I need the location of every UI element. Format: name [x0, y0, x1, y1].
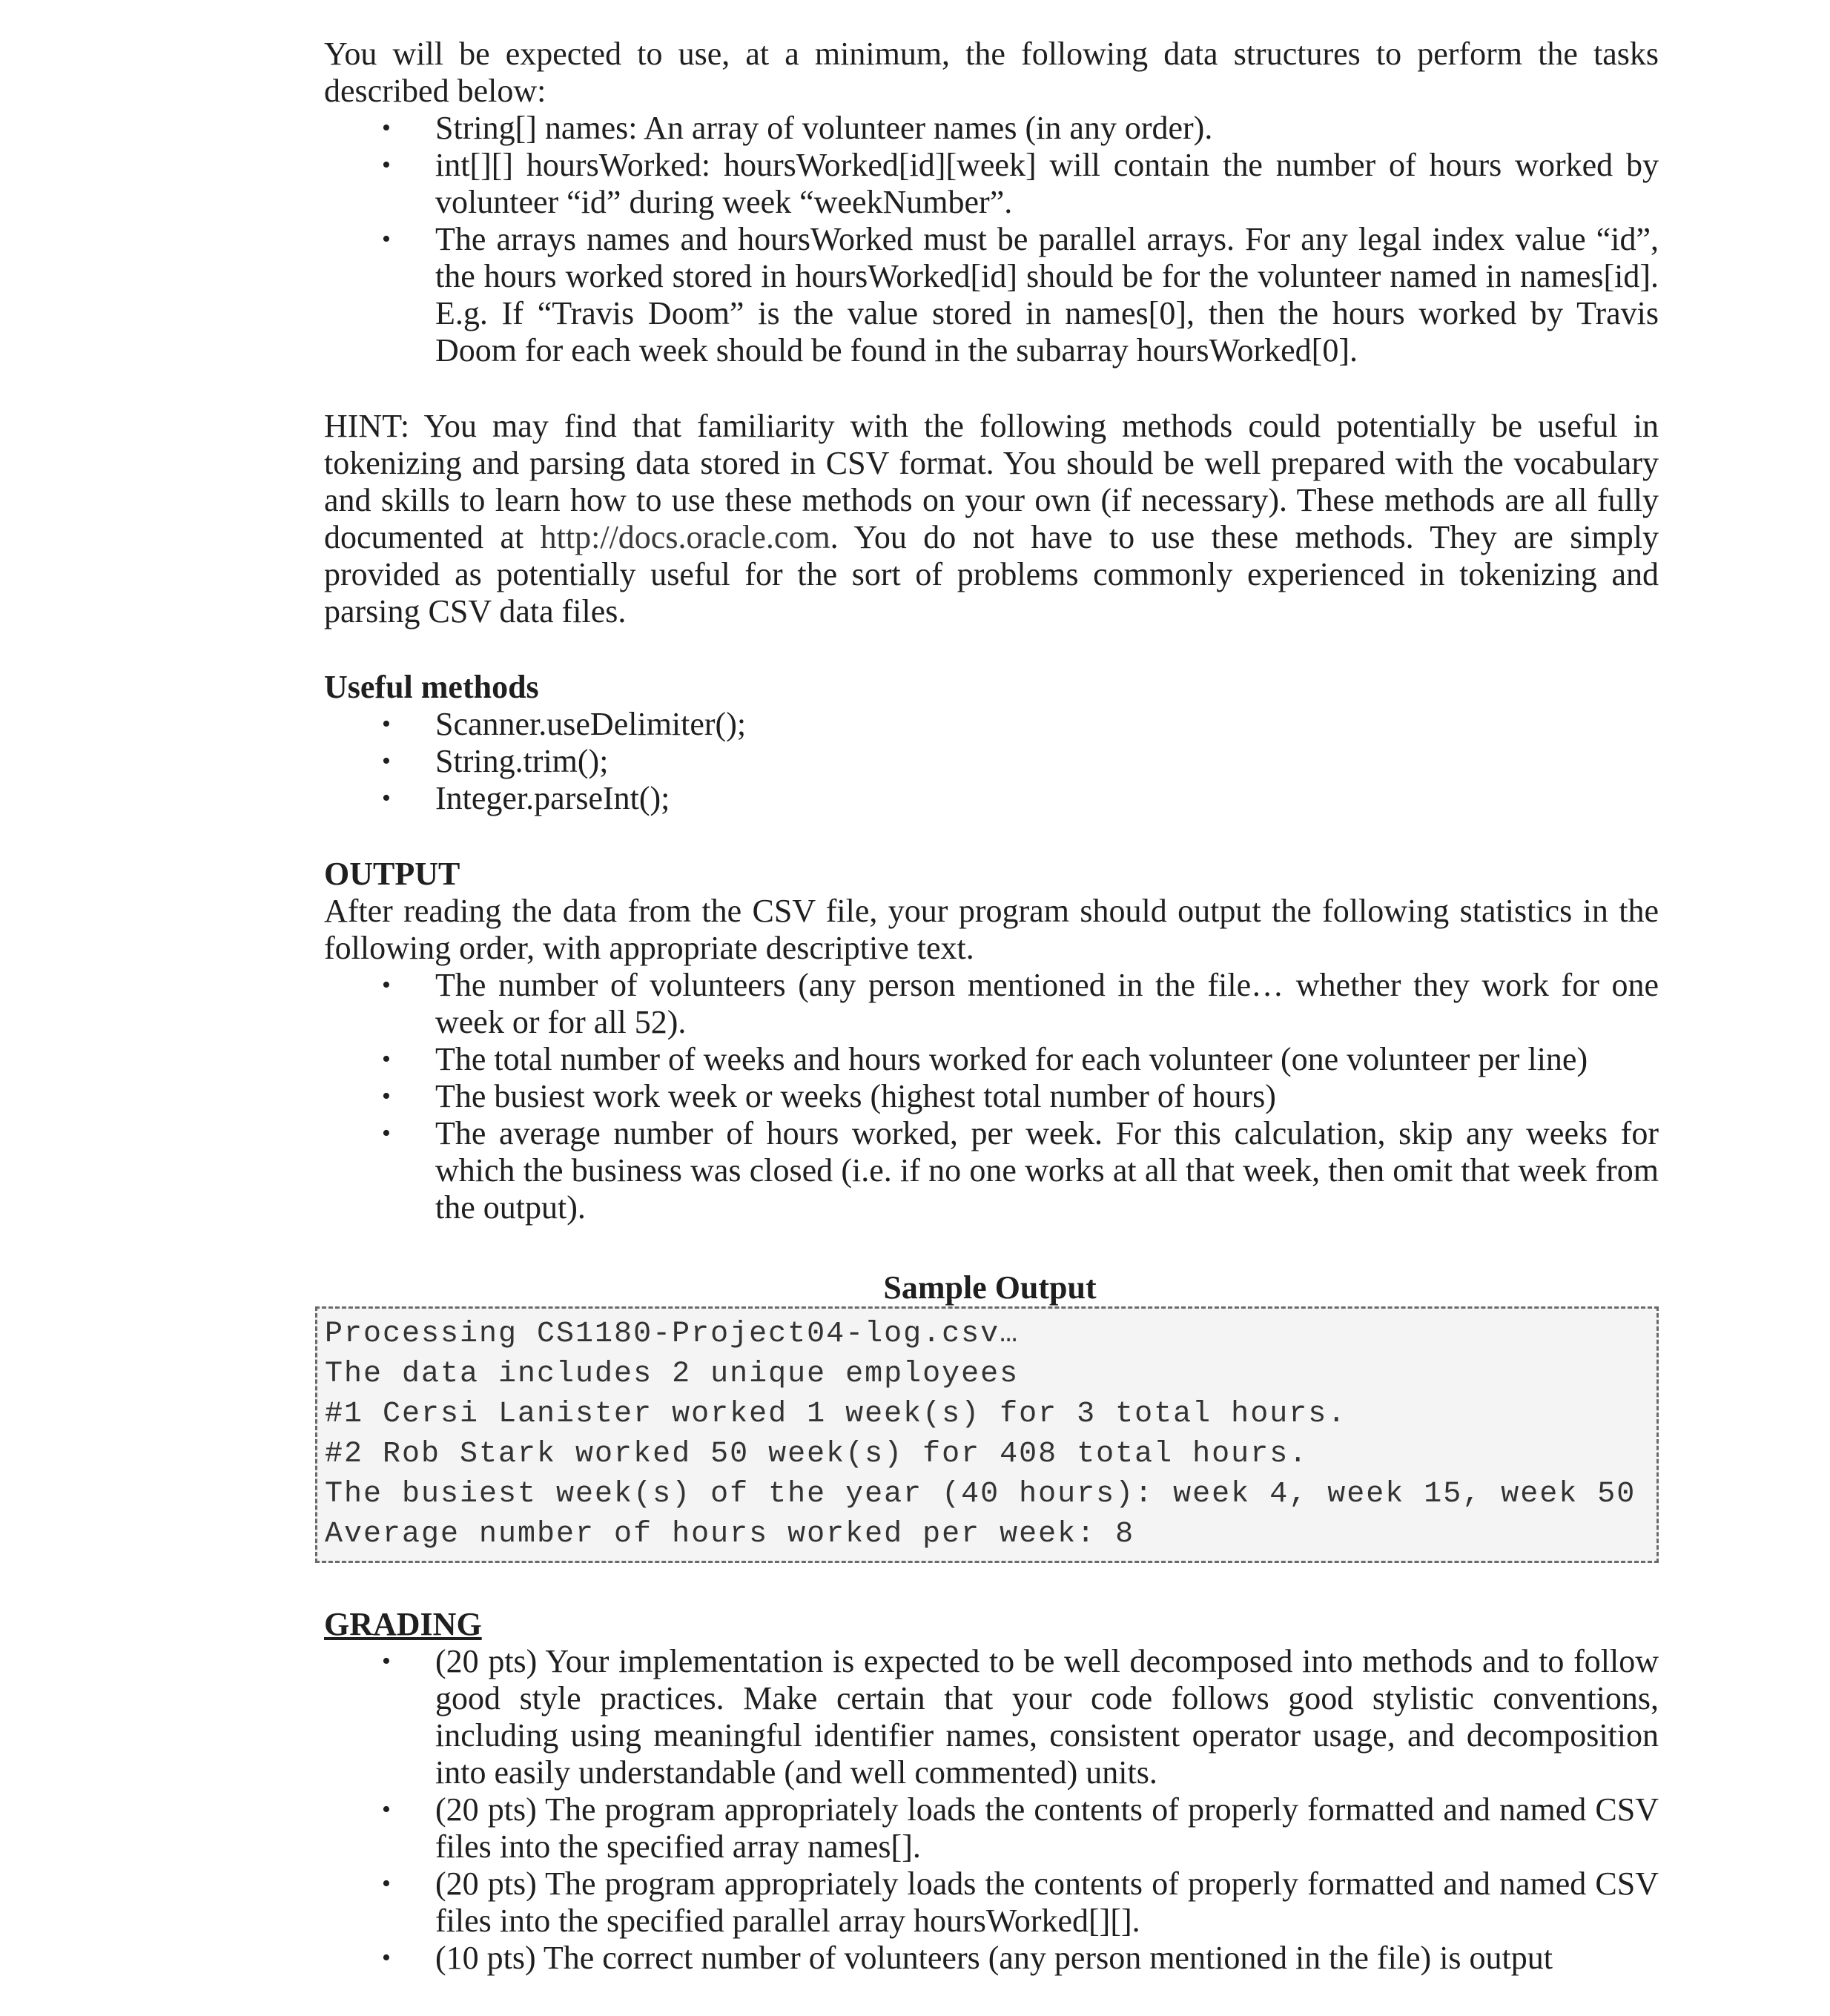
output-paragraph: After reading the data from the CSV file, your program should output the following statistics in the following order, with appropriate descriptive text. [324, 893, 1659, 966]
useful-methods-heading: Useful methods [324, 669, 539, 705]
sample-output-box [315, 1306, 1659, 1563]
grading-item-style: • (20 pts) Your implementation is expected to be well decomposed into methods and to follow good style practices. Make certain that your code follows good stylistic conventions, including using meaningful identifier names, consistent operator usage, and decomposition into easily understandable (and well commented) units. [324, 1643, 1659, 1791]
output-bullet-item: • The number of volunteers (any person mentioned in the file… whether they work for one week or for all 52). [324, 967, 1659, 1041]
grading-section [324, 1606, 1659, 1977]
sample-output-section [324, 1269, 1659, 1563]
sample-output-line: The data includes 2 unique employees [325, 1358, 1020, 1391]
grading-item-names-array: • (20 pts) The program appropriately loads the contents of properly formatted and named CSV files into the specified array names[]. [324, 1791, 1659, 1865]
method-item: • Scanner.useDelimiter(); [324, 706, 1659, 743]
intro-bullet-list [324, 110, 1659, 369]
useful-methods-section [324, 669, 1659, 817]
intro-paragraph: You will be expected to use, at a minimum, the following data structures to perform the tasks described below: [324, 36, 1659, 109]
intro-section [324, 36, 1659, 369]
output-heading: OUTPUT [324, 856, 460, 892]
method-item: • Integer.parseInt(); [324, 780, 1659, 817]
useful-methods-list [324, 706, 1659, 817]
hint-text-before-link: HINT: You may find that familiarity with the following methods could potentially be useful in tokenizing and parsing data stored in CSV format. You should be well prepared with the vocabulary and skills to learn how to use these methods on your own (if necessary). These methods are all fully documented at [324, 408, 1659, 555]
sample-output-line: Processing CS1180-Project04-log.csv… [325, 1318, 1020, 1351]
oracle-docs-link[interactable]: http://docs.oracle.com [540, 519, 830, 555]
grading-bullet-list [324, 1643, 1659, 1977]
intro-bullet-hours-worked: • int[][] hoursWorked: hoursWorked[id][week] will contain the number of hours worked by volunteer “id” during week “weekNumber”. [324, 147, 1659, 221]
document-page [324, 36, 1659, 1977]
grading-item-volunteer-count: • (10 pts) The correct number of volunteers (any person mentioned in the file) is output [324, 1940, 1659, 1977]
sample-output-line: Average number of hours worked per week: 8 [325, 1518, 1135, 1551]
hint-paragraph [324, 408, 1659, 630]
sample-output-line: The busiest week(s) of the year (40 hours): week 4, week 15, week 50 [325, 1478, 1636, 1511]
method-item: • String.trim(); [324, 743, 1659, 780]
output-section [324, 856, 1659, 1226]
hint-text-after-link: . You do not have to use these methods. They are simply provided as potentially useful for the sort of problems commonly experienced in tokenizing and parsing CSV data files. [324, 519, 1659, 629]
output-bullet-list [324, 967, 1659, 1226]
output-bullet-item: • The total number of weeks and hours worked for each volunteer (one volunteer per line) [324, 1041, 1659, 1078]
output-bullet-item: • The busiest work week or weeks (highest total number of hours) [324, 1078, 1659, 1115]
output-bullet-item: • The average number of hours worked, per week. For this calculation, skip any weeks for which the business was closed (i.e. if no one works at all that week, then omit that week from the output). [324, 1115, 1659, 1226]
grading-item-hours-array: • (20 pts) The program appropriately loads the contents of properly formatted and named CSV files into the specified parallel array hoursWorked[][]. [324, 1865, 1659, 1940]
intro-bullet-names: • String[] names: An array of volunteer names (in any order). [324, 110, 1659, 147]
grading-heading: GRADING [324, 1606, 482, 1642]
sample-output-line: #1 Cersi Lanister worked 1 week(s) for 3 total hours. [325, 1398, 1347, 1431]
sample-output-line: #2 Rob Stark worked 50 week(s) for 408 total hours. [325, 1438, 1309, 1471]
sample-output-title: Sample Output [883, 1269, 1097, 1306]
intro-bullet-parallel-arrays: • The arrays names and hoursWorked must be parallel arrays. For any legal index value “id”, the hours worked stored in hoursWorked[id] should be for the volunteer named in names[id]. E.g. If “Travis Doom” is the value stored in names[0], then the hours worked by Travis Doom for each week should be found in the subarray hoursWorked[0]. [324, 221, 1659, 369]
hint-section [324, 408, 1659, 630]
